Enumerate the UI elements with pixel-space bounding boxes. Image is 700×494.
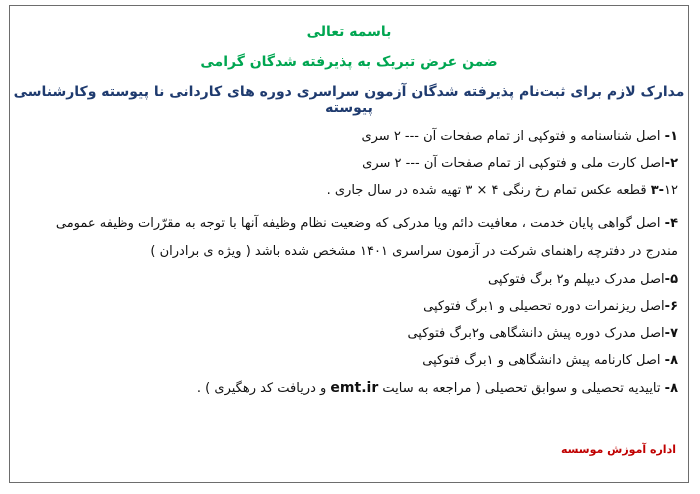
list-item: ۸- اصل کارنامه پیش دانشگاهی و ۱برگ فتوکپی [422,353,678,368]
list-item: ۴- اصل گواهی پایان خدمت ، معافیت دائم ویا مدرکی که وضعیت نظام وظیفه آنها با توجه به مقرّرات وظیفه عمومی مندرج در دفترچه راهنمای شرکت در آزمون سراسری ۱۴۰۱ مشخص شده باشد ( ویژه ی برادران ) [55,216,678,259]
list-item: ۳-۱۲ قطعه عکس تمام رخ رنگی ۴ × ۳ تهیه شده در سال جاری . [326,183,678,198]
document-body [10,6,688,482]
signature-footer: اداره آموزش موسسه [560,443,676,456]
invocation-title: باسمه تعالی [306,24,392,40]
list-item: ۶-اصل ریزنمرات دوره تحصیلی و ۱برگ فتوکپی [423,299,678,314]
document-frame [9,5,689,483]
documents-heading: مدارک لازم برای ثبت‌نام پذیرفته شدگان آزمون سراسری دوره های کاردانی نا پیوسته وکارشناسی پیوسته [13,84,685,116]
list-item: ۱- اصل شناسنامه و فتوکپی از تمام صفحات آن --- ۲ سری [361,129,678,144]
list-item: ۲-اصل کارت ملی و فتوکپی از تمام صفحات آن --- ۲ سری [362,156,678,171]
list-item: ۵-اصل مدرک دیپلم و۲ برگ فتوکپی [488,272,678,287]
list-item: ۷-اصل مدرک دوره پیش دانشگاهی و۲برگ فتوکپی [407,326,678,341]
congratulation-line: ضمن عرض تبریک به پذیرفته شدگان گرامی [200,54,498,70]
requirements-list [20,129,678,408]
list-item: ۸- تاییدیه تحصیلی و سوابق تحصیلی ( مراجعه به سایت emt.ir و دریافت کد رهگیری ) . [196,380,678,396]
website-link[interactable]: emt.ir [330,380,379,396]
